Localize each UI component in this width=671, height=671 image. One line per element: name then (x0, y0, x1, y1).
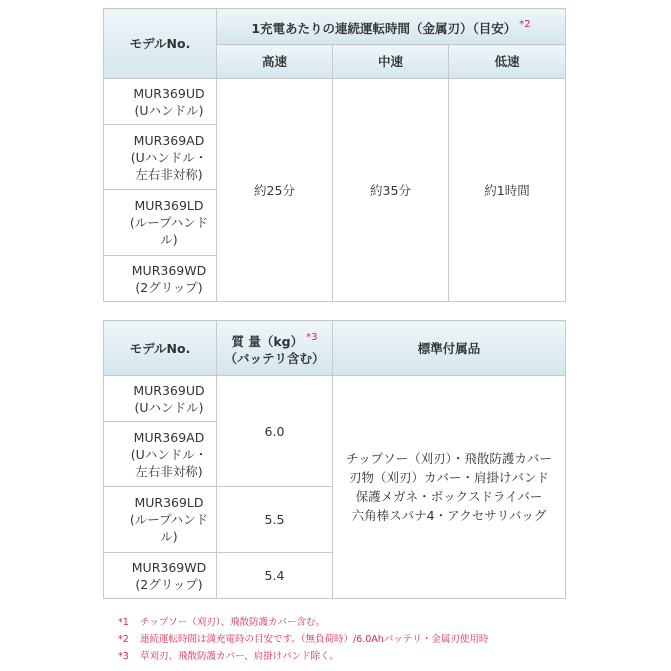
model-cell: MUR369WD (2グリップ) (104, 553, 217, 599)
accessory-list: チップソー（刈刃）・飛散防護カバー 刃物（刈刃）カバー・肩掛けバンド 保護メガネ・ボックスドライバー 六角棒スパナ4・アクセサリバッグ (333, 376, 566, 599)
runtime-high-value: 約25分 (217, 79, 333, 302)
footnote (118, 648, 638, 665)
footnote-text: 連続運転時間は満充電時の目安です。（無負荷時）/6.0Ahバッテリ・金属刃使用時 (140, 634, 489, 645)
model-header: モデルNo. (104, 9, 217, 79)
weight-note: *3 (306, 332, 318, 343)
speed-mid-header: 中速 (333, 45, 449, 79)
weight-value: 5.4 (217, 553, 333, 599)
footnotes (118, 614, 638, 665)
model-cell: MUR369AD (Uハンドル・ 左右非対称) (104, 422, 217, 487)
runtime-low-value: 約1時間 (449, 79, 566, 302)
weight-accessory-table (103, 320, 566, 599)
model-cell: MUR369UD (Uハンドル) (104, 376, 217, 422)
model-cell: MUR369WD (2グリップ) (104, 256, 217, 302)
model-cell: MUR369LD (ループハンド ル) (104, 190, 217, 256)
weight-header: 質 量（kg） $^{*3}$ （バッテリ含む） (217, 321, 333, 376)
footnote-mark: *1 (118, 617, 129, 628)
accessory-header: 標準付属品 (333, 321, 566, 376)
footnote-text: チップソー（刈刃）、飛散防護カバー含む。 (140, 617, 325, 628)
runtime-mid-value: 約35分 (333, 79, 449, 302)
runtime-header: 1充電あたりの連続運転時間（金属刃）（目安） $^{*2}$ (217, 9, 566, 45)
speed-high-header: 高速 (217, 45, 333, 79)
weight-value: 6.0 (217, 376, 333, 487)
speed-low-header: 低速 (449, 45, 566, 79)
model-cell: MUR369AD (Uハンドル・ 左右非対称) (104, 125, 217, 190)
weight-value: 5.5 (217, 487, 333, 553)
footnote (118, 631, 638, 648)
footnote-mark: *3 (118, 651, 129, 662)
model-cell: MUR369UD (Uハンドル) (104, 79, 217, 125)
footnote (118, 614, 638, 631)
footnote-mark: *2 (118, 634, 129, 645)
runtime-table (103, 8, 566, 302)
runtime-note: *2 (519, 19, 531, 30)
model-header: モデルNo. (104, 321, 217, 376)
model-cell: MUR369LD (ループハンド ル) (104, 487, 217, 553)
footnote-text: 草刈刃、飛散防護カバー、肩掛けバンド除く。 (140, 651, 339, 662)
